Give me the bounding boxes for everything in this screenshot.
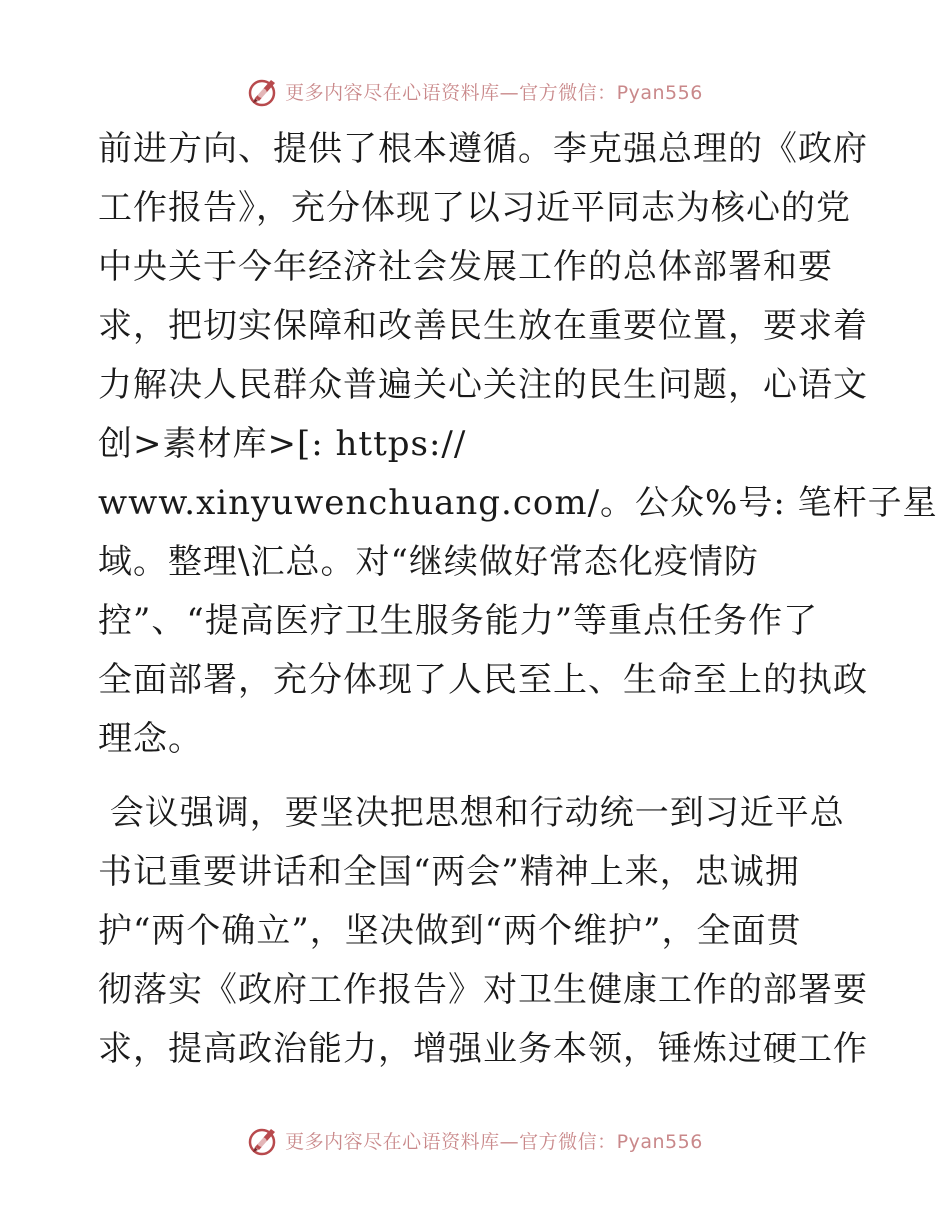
paragraph-1 — [98, 120, 938, 769]
text-line: 护“两个确立”，坚决做到“两个维护”，全面贯 — [98, 911, 802, 951]
header-banner — [0, 71, 950, 111]
footer-banner — [0, 1120, 950, 1160]
paragraph-gap — [98, 769, 858, 784]
text-line: 前进方向、提供了根本遵循。李克强总理的《政府 — [98, 129, 868, 169]
text-line: 工作报告》，充分体现了以习近平同志为核心的党 — [98, 188, 851, 228]
text-line: 创>素材库>[: https:// — [98, 424, 467, 464]
document-body — [98, 120, 938, 1079]
header-banner-text: 更多内容尽在心语资料库—官方微信：Pyan556 — [285, 81, 703, 104]
text-line: 理念。 — [98, 719, 203, 759]
text-line: 求，提高政治能力，增强业务本领，锤炼过硬工作 — [98, 1029, 868, 1069]
footer-banner-text: 更多内容尽在心语资料库—官方微信：Pyan556 — [285, 1130, 703, 1153]
pen-logo-icon — [247, 74, 281, 108]
text-line: 彻落实《政府工作报告》对卫生健康工作的部署要 — [98, 970, 868, 1010]
pen-logo-icon — [247, 1123, 281, 1157]
paragraph-2 — [98, 784, 868, 1079]
text-line: 会议强调，要坚决把思想和行动统一到习近平总 — [98, 793, 845, 833]
text-line: www.xinyuwenchuang.com/。公众%号: 笔杆子星 — [98, 483, 938, 523]
text-line: 控”、“提高医疗卫生服务能力”等重点任务作了 — [98, 601, 819, 641]
text-line: 中央关于今年经济社会发展工作的总体部署和要 — [98, 247, 833, 287]
text-line: 求，把切实保障和改善民生放在重要位置，要求着 — [98, 306, 868, 346]
text-line: 全面部署，充分体现了人民至上、生命至上的执政 — [98, 660, 868, 700]
text-line: 域。整理\汇总。对“继续做好常态化疫情防 — [98, 542, 759, 582]
text-line: 力解决人民群众普遍关心关注的民生问题，心语文 — [98, 365, 868, 405]
text-line: 书记重要讲话和全国“两会”精神上来，忠诚拥 — [98, 852, 800, 892]
